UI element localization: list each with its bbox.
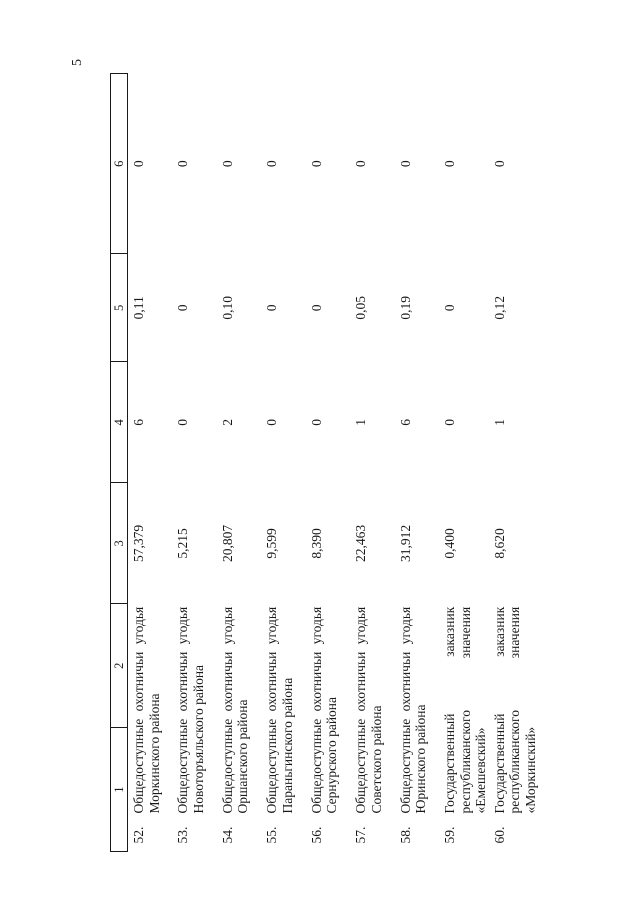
name-line-1 bbox=[220, 604, 236, 814]
col-header-4: 4 bbox=[111, 362, 128, 483]
table-row bbox=[217, 74, 262, 852]
value-col-4: 1 bbox=[491, 418, 507, 426]
row-number: 56. bbox=[308, 826, 324, 844]
name-line-3: «Емешевский» bbox=[473, 727, 489, 814]
name-cell bbox=[395, 604, 440, 852]
col-header-2: 2 bbox=[111, 604, 128, 728]
value-col-5: 0 bbox=[308, 304, 324, 312]
row-number: 54. bbox=[219, 826, 235, 844]
value-col-5: 0 bbox=[175, 304, 190, 312]
value-col-5: 0,12 bbox=[491, 296, 507, 320]
name-word-3: угодья bbox=[219, 606, 235, 645]
name-word-2: охотничьи bbox=[175, 651, 190, 712]
value-col-3: 8,620 bbox=[491, 528, 507, 559]
name-cell bbox=[128, 604, 173, 852]
name-line-2-right: значения bbox=[457, 606, 473, 659]
row-number: 60. bbox=[491, 826, 507, 844]
row-number: 55. bbox=[264, 826, 279, 844]
header-row bbox=[111, 74, 128, 852]
name-word-2: охотничьи bbox=[353, 651, 368, 712]
name-word-3: угодья bbox=[131, 606, 146, 645]
name-word-1: Общедоступные bbox=[131, 718, 146, 814]
value-col-3: 20,807 bbox=[219, 524, 235, 562]
name-word-2: охотничьи bbox=[308, 651, 324, 712]
name-word-3: угодья bbox=[397, 606, 413, 645]
name-cell bbox=[217, 604, 262, 852]
value-col-6: 0 bbox=[175, 160, 190, 168]
table-row bbox=[350, 74, 395, 852]
table-row bbox=[128, 74, 173, 852]
row-number: 59. bbox=[442, 826, 457, 844]
table-row bbox=[172, 74, 217, 852]
table-body bbox=[128, 74, 539, 852]
value-col-4: 6 bbox=[397, 418, 413, 426]
value-col-4: 0 bbox=[442, 418, 457, 426]
name-word-1: Общедоступные bbox=[353, 718, 368, 814]
value-col-5: 0 bbox=[264, 304, 279, 312]
name-line-2: Новоторъяльского района bbox=[190, 664, 206, 814]
name-word-1: Общедоступные bbox=[308, 718, 324, 814]
value-col-6: 0 bbox=[219, 160, 235, 168]
value-col-3: 5,215 bbox=[175, 528, 190, 559]
value-col-4: 6 bbox=[131, 418, 146, 426]
name-line-2: Юринского района bbox=[413, 704, 429, 814]
name-line-2-right: значения bbox=[507, 606, 523, 659]
table-row bbox=[395, 74, 440, 852]
name-word-3: угодья bbox=[353, 606, 368, 645]
name-cell bbox=[350, 604, 395, 852]
value-col-6: 0 bbox=[353, 160, 368, 168]
value-col-3: 22,463 bbox=[353, 524, 368, 562]
name-line-2 bbox=[458, 604, 474, 814]
name-word-1: Общедоступные bbox=[397, 718, 413, 814]
value-col-6: 0 bbox=[397, 160, 413, 168]
name-word-2: охотничьи bbox=[264, 651, 279, 712]
col-header-5: 5 bbox=[111, 254, 128, 362]
value-col-5: 0,11 bbox=[131, 296, 146, 320]
table-row bbox=[306, 74, 351, 852]
row-number: 58. bbox=[397, 826, 413, 844]
name-word-1: Государственный bbox=[491, 713, 507, 814]
value-col-5: 0,19 bbox=[397, 296, 413, 320]
name-line-1 bbox=[175, 604, 191, 814]
value-col-4: 2 bbox=[219, 418, 235, 426]
value-col-3: 31,912 bbox=[397, 524, 413, 562]
name-cell bbox=[172, 604, 217, 852]
name-word-2: охотничьи bbox=[219, 651, 235, 712]
name-line-1 bbox=[492, 604, 508, 814]
name-line-2: Моркинского района bbox=[146, 693, 162, 814]
name-line-2-left: республиканского bbox=[457, 710, 473, 814]
value-col-6: 0 bbox=[491, 160, 507, 168]
name-word-3: заказник bbox=[491, 606, 507, 657]
col-header-1: 1 bbox=[111, 728, 128, 852]
data-table bbox=[110, 73, 538, 852]
name-line-1 bbox=[442, 604, 458, 814]
value-col-6: 0 bbox=[308, 160, 324, 168]
name-line-1 bbox=[398, 604, 414, 814]
name-line-2: Советского района bbox=[368, 705, 384, 814]
name-word-1: Государственный bbox=[442, 713, 457, 814]
value-col-5: 0,05 bbox=[353, 296, 368, 320]
name-line-2: Сернурского района bbox=[324, 696, 340, 814]
row-number: 52. bbox=[131, 826, 146, 844]
name-line-1 bbox=[131, 604, 147, 814]
name-cell bbox=[489, 604, 539, 852]
col-header-6: 6 bbox=[111, 74, 128, 254]
name-line-1 bbox=[309, 604, 325, 814]
name-line-2: Параньгинского района bbox=[279, 677, 295, 814]
value-col-3: 57,379 bbox=[131, 524, 146, 562]
value-col-6: 0 bbox=[442, 160, 457, 168]
value-col-4: 1 bbox=[353, 418, 368, 426]
name-line-3: «Моркинский» bbox=[522, 726, 538, 814]
table-row bbox=[439, 74, 489, 852]
page-number: 5 bbox=[70, 59, 85, 66]
name-line-2: Оршанского района bbox=[235, 699, 251, 814]
value-col-4: 0 bbox=[175, 418, 190, 426]
value-col-4: 0 bbox=[308, 418, 324, 426]
name-word-1: Общедоступные bbox=[219, 718, 235, 814]
name-word-2: охотничьи bbox=[131, 651, 146, 712]
value-col-3: 9,599 bbox=[264, 528, 279, 559]
value-col-6: 0 bbox=[131, 160, 146, 168]
name-word-3: угодья bbox=[308, 606, 324, 645]
name-line-1 bbox=[353, 604, 369, 814]
name-word-3: заказник bbox=[442, 606, 457, 657]
table-row bbox=[489, 74, 539, 852]
value-col-5: 0 bbox=[442, 304, 457, 312]
name-word-2: охотничьи bbox=[397, 651, 413, 712]
name-line-1 bbox=[264, 604, 280, 814]
value-col-3: 8,390 bbox=[308, 528, 324, 559]
name-word-3: угодья bbox=[175, 606, 190, 645]
value-col-6: 0 bbox=[264, 160, 279, 168]
row-number: 57. bbox=[353, 826, 368, 844]
value-col-4: 0 bbox=[264, 418, 279, 426]
row-number: 53. bbox=[175, 826, 190, 844]
value-col-5: 0,10 bbox=[219, 296, 235, 320]
name-line-2-left: республиканского bbox=[507, 710, 523, 814]
name-cell bbox=[306, 604, 351, 852]
name-cell bbox=[261, 604, 306, 852]
name-word-1: Общедоступные bbox=[175, 718, 190, 814]
name-cell bbox=[439, 604, 489, 852]
name-word-1: Общедоступные bbox=[264, 718, 279, 814]
col-header-3: 3 bbox=[111, 483, 128, 604]
name-line-2 bbox=[507, 604, 523, 814]
name-word-3: угодья bbox=[264, 606, 279, 645]
table-row bbox=[261, 74, 306, 852]
value-col-3: 0,400 bbox=[442, 528, 457, 559]
